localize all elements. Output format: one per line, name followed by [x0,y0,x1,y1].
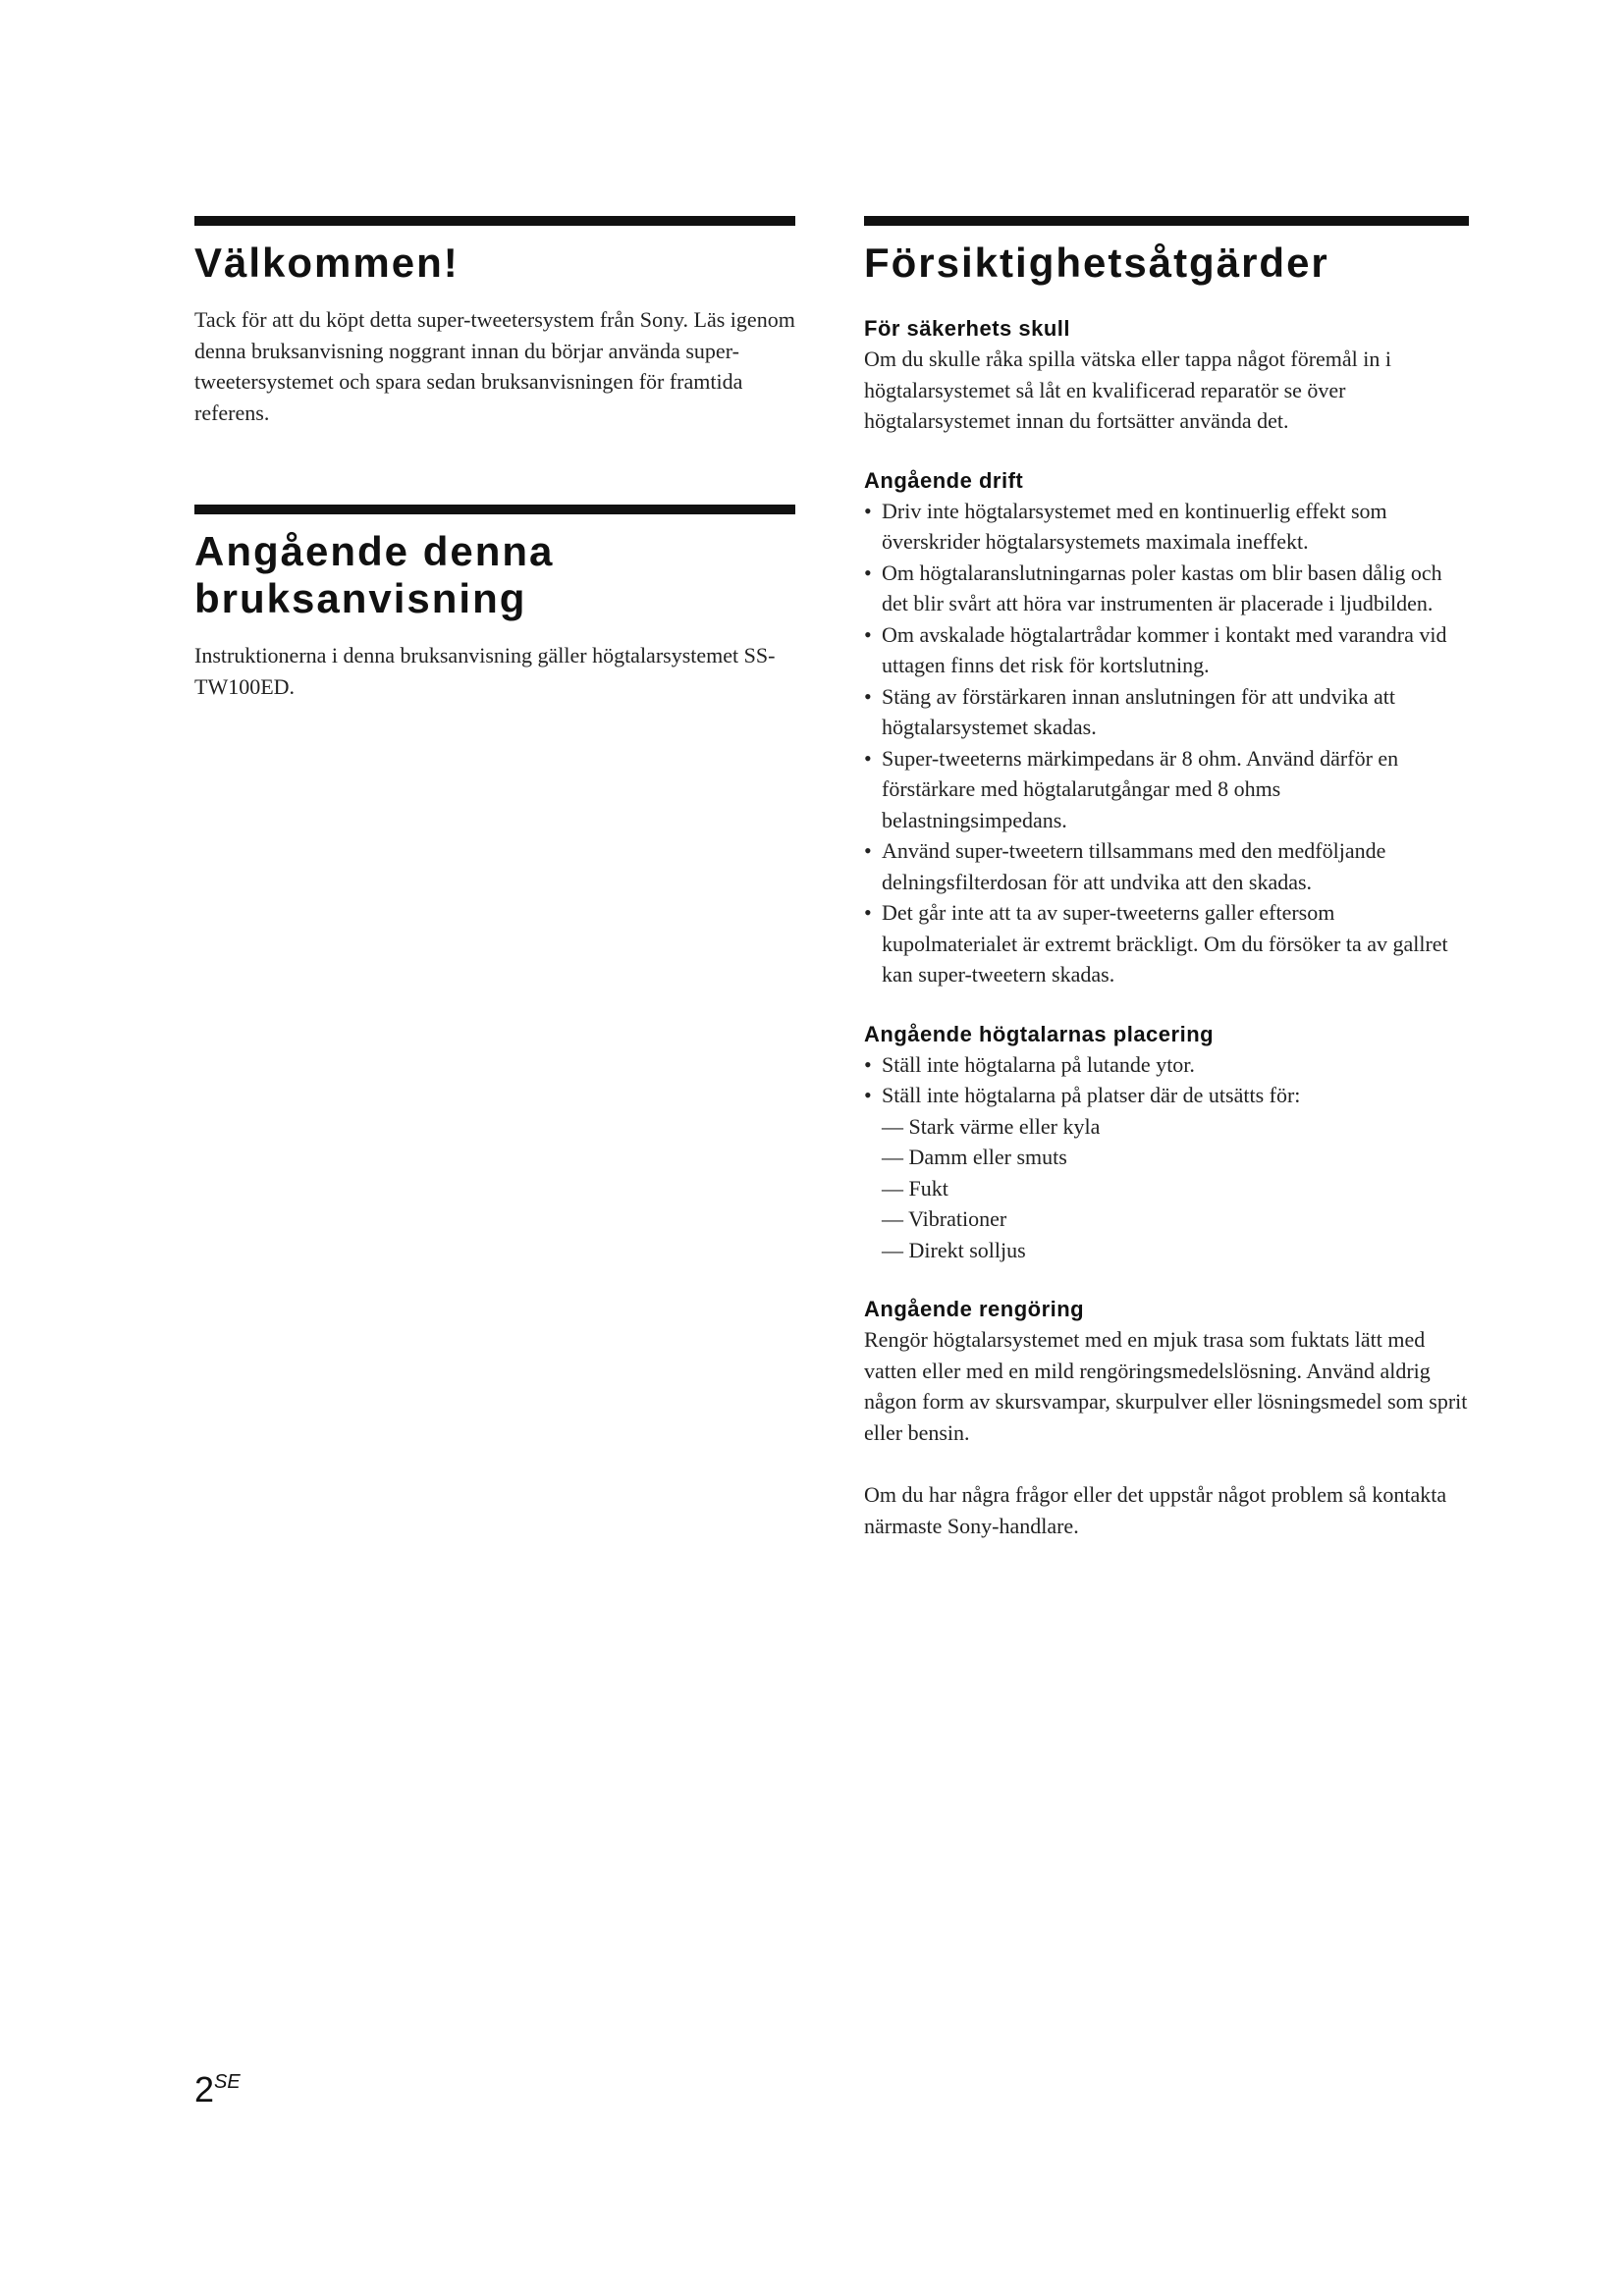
bullet-icon: • [864,621,872,647]
list-item: • Driv inte högtalarsystemet med en kontinuerlig effekt som överskrider högtalarsystemets maximala ineffekt. [864,496,1469,558]
list-item: • Om avskalade högtalartrådar kommer i kontakt med varandra vid uttagen finns det risk för kortslutning. [864,619,1469,681]
list-item: • Om högtalaranslutningarnas poler kastas om blir basen dålig och det blir svårt att höra var instrumenten är placerade i ljudbilden. [864,558,1469,619]
list-item: — Direkt solljus [882,1237,1026,1262]
welcome-body: Tack för att du köpt detta super-tweetersystem från Sony. Läs igenom denna bruksanvisning noggrant innan du börjar använda super-tweetersystemet och spara sedan bruksanvisningen för framtida referens. [194,307,795,425]
about-manual-heading-line1: Angående denna [194,528,555,574]
list-item: — Fukt [882,1175,948,1201]
right-column [864,216,1469,1541]
section-rule [194,505,795,514]
welcome-section [194,216,795,428]
list-item: • Använd super-tweetern tillsammans med den medföljande delningsfilterdosan för att undvika att den skadas. [864,835,1469,897]
placement-list [864,1049,1469,1111]
about-manual-body: Instruktionerna i denna bruksanvisning gäller högtalarsystemet SS-TW100ED. [194,643,776,699]
bullet-icon: • [864,560,872,585]
safety-body: Om du skulle råka spilla vätska eller tappa något föremål in i högtalarsystemet så låt en kvalificerad reparatör se över högtalarsystemet innan du fortsätter använda det. [864,347,1392,433]
left-column [194,216,795,702]
precautions-heading: Försiktighetsåtgärder [864,240,1329,286]
cleaning-section [864,1295,1469,1448]
placement-subhead: Angående högtalarnas placering [864,1021,1215,1046]
bullet-icon: • [864,498,872,523]
list-item: • Ställ inte högtalarna på platser där de utsätts för: [864,1080,1469,1111]
cleaning-body: Rengör högtalarsystemet med en mjuk trasa som fuktats lätt med vatten eller med en mild rengöringsmedelslösning. Använd aldrig någon form av skursvampar, skurpulver eller lösningsmedel som sprit eller bensin. [864,1327,1468,1445]
list-item: • Super-tweeterns märkimpedans är 8 ohm. Använd därför en förstärkare med högtalarutgångar med 8 ohms belastningsimpedans. [864,743,1469,836]
bullet-icon: • [864,1051,872,1077]
contact-text: Om du har några frågor eller det uppstår något problem så kontakta närmaste Sony-handlare. [864,1482,1447,1538]
placement-section [864,1020,1469,1266]
bullet-icon: • [864,745,872,771]
bullet-icon: • [864,838,872,863]
safety-section [864,314,1469,437]
list-item: • Stäng av förstärkaren innan anslutningen för att undvika att högtalarsystemet skadas. [864,681,1469,743]
operation-subhead: Angående drift [864,467,1024,493]
page-number-value: 2 [194,2069,215,2109]
section-rule [864,216,1469,226]
list-item: • Ställ inte högtalarna på lutande ytor. [864,1049,1469,1081]
list-item: — Damm eller smuts [882,1145,1067,1169]
page-number-suffix: SE [214,2071,241,2093]
bullet-icon: • [864,1083,872,1107]
bullet-icon: • [864,900,872,925]
list-item: — Vibrationer [882,1206,1007,1231]
list-item: • Det går inte att ta av super-tweeterns galler eftersom kupolmaterialet är extremt bräckligt. Om du försöker ta av gallret kan super-tweetern skadas. [864,897,1469,990]
about-manual-heading-line2: bruksanvisning [194,575,527,621]
operation-list [864,496,1469,990]
section-rule [194,216,795,226]
page-number [194,2069,241,2110]
operation-section [864,466,1469,990]
about-manual-section [194,505,795,702]
placement-conditions [864,1111,1469,1266]
welcome-heading: Välkommen! [194,240,460,286]
about-manual-heading [194,528,795,622]
bullet-icon: • [864,683,872,709]
cleaning-subhead: Angående rengöring [864,1297,1085,1321]
list-item: — Stark värme eller kyla [882,1113,1101,1139]
safety-subhead: För säkerhets skull [864,316,1071,341]
